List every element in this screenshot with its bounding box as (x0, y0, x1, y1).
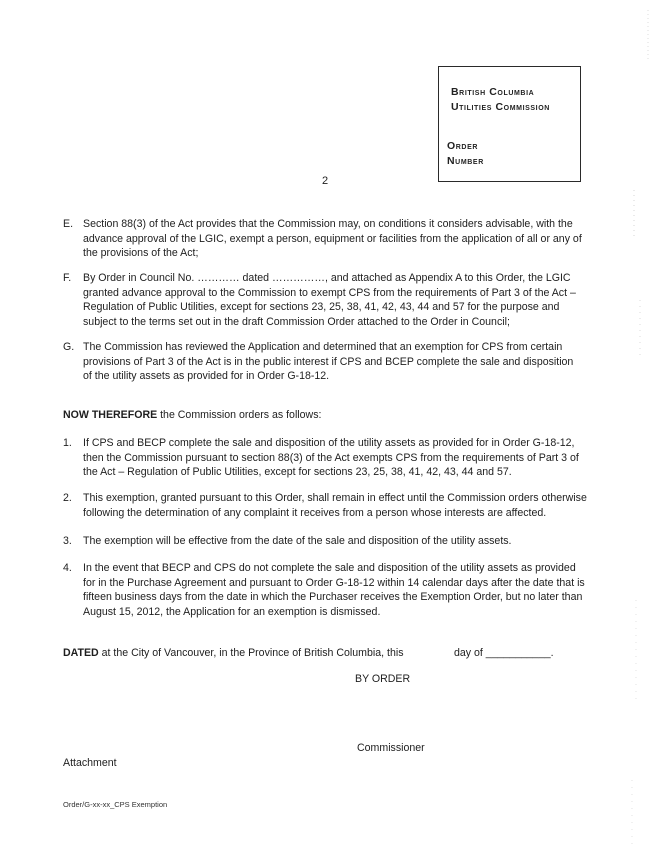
order-item-label: 4. (63, 562, 72, 574)
commission-name-line-2: Utilities Commission (451, 101, 550, 113)
recital-text: By Order in Council No. ………… dated ……………, and attached as Appendix A to this Order, the LGIC granted advance approval to the Commission to exempt CPS from the requirements of Part 3 of the Act – Regulation of Public Utilities, except for sections 23, 25, 38, 41, 42, 43, 44 and 57 for the purpose and subject to the terms set out in the draft Commission Order attached to the Order in Council; (83, 272, 576, 328)
day-of-blank: day of ___________. (454, 647, 554, 659)
recital-label: F. (63, 272, 72, 284)
commission-name-line-1: British Columbia (451, 86, 535, 98)
dated-line (63, 647, 404, 659)
order-item-text: If CPS and BECP complete the sale and disposition of the utility assets as provided for in Order G-18-12, then the Commission pursuant to section 88(3) of the Act exempts CPS from the requirements of Part 3 of the Act – Regulation of Public Utilities, except for sections 23, 25, 38, 41, 42, 43, 44 and 57. (83, 437, 579, 479)
order-item-text: In the event that BECP and CPS do not complete the sale and disposition of the utility assets as provided for in the Purchase Agreement and pursuant to Order G-18-12 within 14 calendar days after the date that is fifteen business days from the date in which the Purchaser receives the Exemption Order, but no later than August 15, 2012, the Application for an exemption is dismissed. (83, 562, 585, 618)
footer-file-reference: Order/G-xx-xx_CPS Exemption (63, 800, 168, 809)
recital-text: Section 88(3) of the Act provides that the Commission may, on conditions it considers advisable, with the advance approval of the LGIC, exempt a person, equipment or facilities from the application of all or any of the provisions of the Act; (83, 218, 582, 260)
recital-label: G. (63, 341, 75, 353)
order-header-box (438, 66, 581, 182)
now-therefore-line (63, 409, 321, 421)
dated-bold: DATED (63, 647, 99, 659)
commissioner-signature-label: Commissioner (357, 742, 425, 754)
order-item-label: 2. (63, 492, 72, 504)
order-item-label: 3. (63, 535, 72, 547)
by-order: BY ORDER (355, 673, 411, 685)
order-item-label: 1. (63, 437, 72, 449)
order-number-label (447, 139, 484, 169)
order-item-text: This exemption, granted pursuant to this Order, shall remain in effect until the Commission orders otherwise following the determination of any complaint it receives from a person whose interests are affected. (83, 492, 587, 519)
attachment-label: Attachment (63, 757, 117, 769)
recital-text: The Commission has reviewed the Application and determined that an exemption for CPS from certain provisions of Part 3 of the Act is in the public interest if CPS and BCEP complete the sale and disposition of the utility assets as provided for in Order G-18-12. (83, 341, 574, 383)
now-therefore-text: the Commission orders as follows: (157, 409, 322, 421)
order-label: Order (447, 140, 479, 152)
dated-text: at the City of Vancouver, in the Province of British Columbia, this (98, 647, 404, 659)
number-label: Number (447, 155, 484, 167)
scan-edge-marks (620, 0, 660, 868)
page-number: 2 (322, 175, 329, 187)
recital-label: E. (63, 218, 74, 230)
commission-name (451, 85, 550, 115)
now-therefore-bold: NOW THEREFORE (63, 409, 158, 421)
order-item-text: The exemption will be effective from the date of the sale and disposition of the utility assets. (83, 535, 512, 547)
